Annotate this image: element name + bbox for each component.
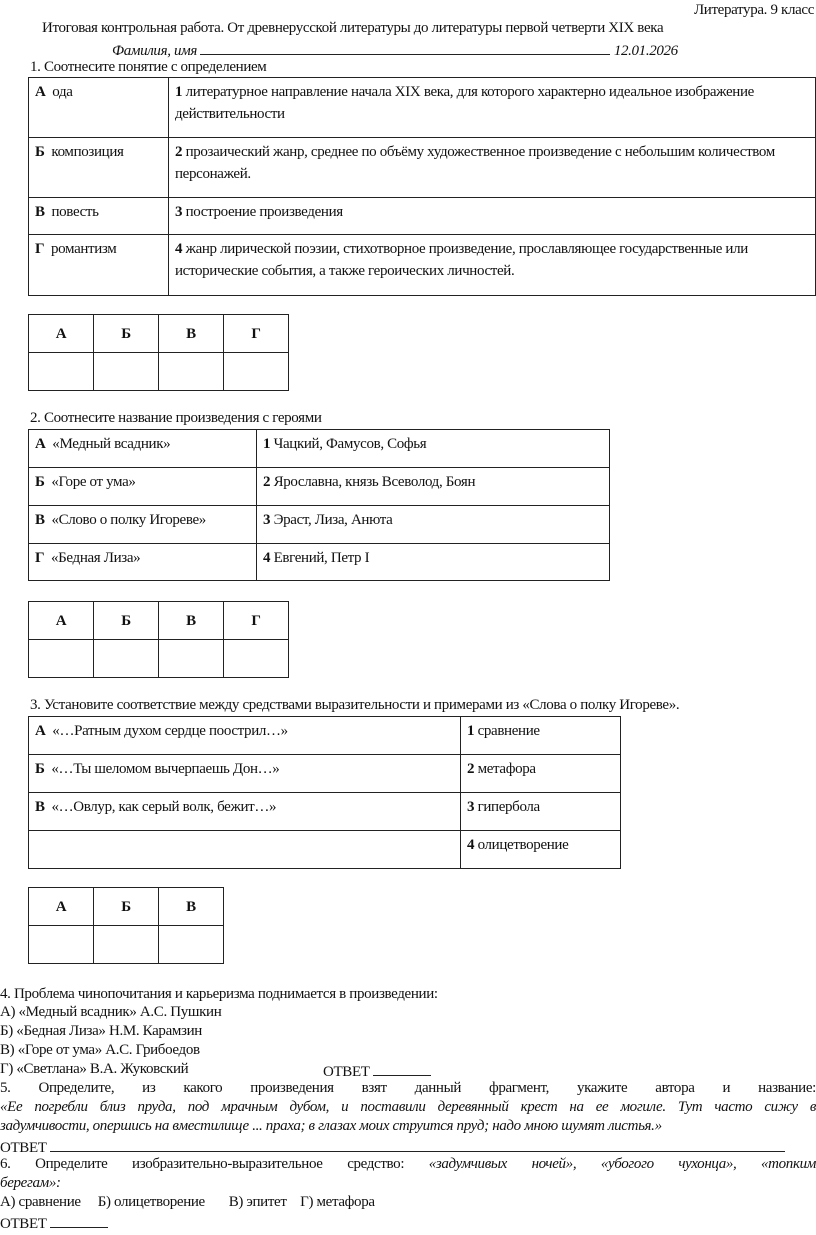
term-text: романтизм xyxy=(51,241,117,257)
q6-option-b: Б) олицетворение xyxy=(97,1194,205,1210)
q6-option-d: Г) метафора xyxy=(300,1194,375,1210)
table-row xyxy=(29,235,816,296)
answer-header-cell: Б xyxy=(94,315,159,353)
term-text: «Слово о полку Игореве» xyxy=(51,512,206,528)
term-text: «Медный всадник» xyxy=(52,436,171,452)
answer-input-cell[interactable] xyxy=(159,640,224,678)
term-cell xyxy=(29,235,169,296)
table-row xyxy=(29,198,816,235)
term-text: «…Ты шеломом вычерпаешь Дон…» xyxy=(51,761,280,777)
table-row xyxy=(29,831,621,869)
definition-cell xyxy=(461,717,621,755)
answer-header-cell: Г xyxy=(224,602,289,640)
answer-header-cell: В xyxy=(159,315,224,353)
term-letter: В xyxy=(35,799,45,815)
term-cell xyxy=(29,831,461,869)
term-text: «…Овлур, как серый волк, бежит…» xyxy=(51,799,277,815)
answer-header-cell: А xyxy=(29,315,94,353)
definition-number: 3 xyxy=(263,512,271,528)
term-cell xyxy=(29,430,257,468)
table-row xyxy=(29,717,621,755)
subject-label: Литература. 9 класс xyxy=(693,2,814,18)
definition-text: литературное направление начала XIX века, для которого характерно идеальное изображение действительности xyxy=(175,84,754,122)
q4-option-b: Б) «Бедная Лиза» Н.М. Карамзин xyxy=(0,1023,202,1039)
q6-quote-line2: берегам»: xyxy=(0,1175,61,1191)
answer-input-cell[interactable] xyxy=(94,640,159,678)
q4-option-a: А) «Медный всадник» А.С. Пушкин xyxy=(0,1004,222,1020)
definition-text: сравнение xyxy=(477,723,540,739)
definition-number: 2 xyxy=(467,761,475,777)
term-letter: Б xyxy=(35,761,45,777)
answer-header-cell: А xyxy=(29,888,94,926)
definition-number: 4 xyxy=(263,550,271,566)
date-label: 12.01.2026 xyxy=(613,43,678,59)
table-row xyxy=(29,430,610,468)
q6-answer-label: ОТВЕТ xyxy=(0,1216,47,1232)
table-row xyxy=(29,138,816,198)
q6-option-a: А) сравнение xyxy=(0,1194,81,1210)
q1-title: 1. Соотнесите понятие с определением xyxy=(30,59,267,75)
answer-header-cell: Б xyxy=(94,602,159,640)
definition-cell xyxy=(169,198,816,235)
q6-option-c: В) эпитет xyxy=(228,1194,287,1210)
definition-number: 1 xyxy=(467,723,475,739)
definition-text: Ярославна, князь Всеволод, Боян xyxy=(273,474,476,490)
definition-text: прозаический жанр, среднее по объёму художественное произведение с небольшим количеством персонажей. xyxy=(175,144,775,182)
term-text: ода xyxy=(52,84,73,100)
q5-quote-line2: задумчивости, опершись на вместилище ... праха; в глазах моих струится пруд; надо мною шумят листья.» xyxy=(0,1118,662,1134)
answer-header-row xyxy=(29,888,224,926)
q4-answer xyxy=(323,1061,431,1081)
term-cell xyxy=(29,544,257,581)
answer-input-cell[interactable] xyxy=(94,353,159,391)
answer-input-cell[interactable] xyxy=(159,353,224,391)
q6-title-row xyxy=(0,1156,816,1173)
name-input-line[interactable] xyxy=(200,40,610,55)
definition-text: Эраст, Лиза, Анюта xyxy=(273,512,393,528)
definition-cell xyxy=(461,793,621,831)
q4-answer-label: ОТВЕТ xyxy=(323,1064,370,1080)
term-cell xyxy=(29,198,169,235)
q3-title: 3. Установите соответствие между средствами выразительности и примерами из «Слова о полку Игореве». xyxy=(30,697,680,713)
answer-header-cell: В xyxy=(159,888,224,926)
term-cell xyxy=(29,755,461,793)
answer-input-cell[interactable] xyxy=(29,353,94,391)
q6-title: 6. Определите изобразительно-выразительное средство: xyxy=(0,1156,405,1172)
q6-answer xyxy=(0,1213,108,1233)
answer-header-row xyxy=(29,602,289,640)
term-cell xyxy=(29,138,169,198)
table-row xyxy=(29,755,621,793)
term-cell xyxy=(29,506,257,544)
answer-header-cell: В xyxy=(159,602,224,640)
q5-quote-line1: «Ее погребли близ пруда, под мрачным дубом, и поставили деревянный крест на ее могиле. Тут часто сижу в xyxy=(0,1099,816,1115)
table-row xyxy=(29,78,816,138)
definition-cell xyxy=(257,544,610,581)
answer-input-row xyxy=(29,640,289,678)
answer-input-cell[interactable] xyxy=(29,640,94,678)
term-letter: А xyxy=(35,436,46,452)
table-row xyxy=(29,506,610,544)
q6-answer-input[interactable] xyxy=(50,1213,108,1228)
definition-text: метафора xyxy=(477,761,536,777)
definition-cell xyxy=(257,430,610,468)
answer-header-cell: Б xyxy=(94,888,159,926)
table-row xyxy=(29,468,610,506)
definition-number: 2 xyxy=(263,474,271,490)
q5-answer-label: ОТВЕТ xyxy=(0,1140,47,1156)
definition-text: жанр лирической поэзии, стихотворное произведение, прославляющее государственные или исторические события, а также героических личностей. xyxy=(175,241,748,279)
q5-answer-input[interactable] xyxy=(50,1137,785,1152)
answer-input-row xyxy=(29,353,289,391)
answer-input-cell[interactable] xyxy=(224,640,289,678)
q4-option-d: Г) «Светлана» В.А. Жуковский xyxy=(0,1061,189,1077)
q4-option-c: В) «Горе от ума» А.С. Грибоедов xyxy=(0,1042,200,1058)
name-label: Фамилия, имя xyxy=(112,43,197,59)
definition-text: Евгений, Петр I xyxy=(273,550,370,566)
definition-cell xyxy=(257,506,610,544)
definition-text: построение произведения xyxy=(185,204,343,220)
term-letter: А xyxy=(35,723,46,739)
definition-cell xyxy=(169,138,816,198)
term-text: композиция xyxy=(51,144,124,160)
q4-answer-input[interactable] xyxy=(373,1061,431,1076)
q6-options xyxy=(0,1194,375,1211)
answer-input-cell[interactable] xyxy=(159,926,224,964)
answer-header-row xyxy=(29,315,289,353)
table-row xyxy=(29,793,621,831)
definition-cell xyxy=(461,755,621,793)
name-field-row xyxy=(112,40,678,60)
q2-match-table xyxy=(28,429,610,581)
q6-quote-line1: «задумчивых ночей», «убогого чухонца», «топким xyxy=(428,1156,816,1172)
term-letter: В xyxy=(35,512,45,528)
q3-answer-grid xyxy=(28,887,224,964)
term-text: «Горе от ума» xyxy=(51,474,136,490)
definition-number: 1 xyxy=(263,436,271,452)
q2-title: 2. Соотнесите название произведения с героями xyxy=(30,410,322,426)
definition-number: 3 xyxy=(175,204,183,220)
q4-title: 4. Проблема чинопочитания и карьеризма поднимается в произведении: xyxy=(0,986,438,1002)
term-cell xyxy=(29,468,257,506)
answer-header-cell: А xyxy=(29,602,94,640)
term-letter: Б xyxy=(35,144,45,160)
answer-header-cell: Г xyxy=(224,315,289,353)
definition-number: 4 xyxy=(175,241,183,257)
term-cell xyxy=(29,793,461,831)
definition-cell xyxy=(461,831,621,869)
definition-number: 4 xyxy=(467,837,475,853)
page-title: Итоговая контрольная работа. От древнерусской литературы до литературы первой четверти XIX века xyxy=(42,20,664,36)
q5-title: 5. Определите, из какого произведения взят данный фрагмент, укажите автора и название: xyxy=(0,1080,816,1096)
q2-answer-grid xyxy=(28,601,289,678)
term-text: повесть xyxy=(51,204,99,220)
q1-match-table xyxy=(28,77,816,296)
term-text: «Бедная Лиза» xyxy=(51,550,141,566)
answer-input-row xyxy=(29,926,224,964)
table-row xyxy=(29,544,610,581)
q3-match-table xyxy=(28,716,621,869)
term-letter: А xyxy=(35,84,46,100)
definition-text: Чацкий, Фамусов, Софья xyxy=(273,436,427,452)
term-text: «…Ратным духом сердце поострил…» xyxy=(52,723,288,739)
definition-number: 1 xyxy=(175,84,183,100)
term-letter: Г xyxy=(35,550,45,566)
term-letter: Г xyxy=(35,241,45,257)
definition-text: гипербола xyxy=(477,799,540,815)
definition-number: 2 xyxy=(175,144,183,160)
term-letter: В xyxy=(35,204,45,220)
definition-cell xyxy=(169,235,816,296)
term-letter: Б xyxy=(35,474,45,490)
definition-cell xyxy=(257,468,610,506)
term-cell xyxy=(29,78,169,138)
q1-answer-grid xyxy=(28,314,289,391)
q5-answer xyxy=(0,1137,785,1157)
answer-input-cell[interactable] xyxy=(94,926,159,964)
answer-input-cell[interactable] xyxy=(29,926,94,964)
term-cell xyxy=(29,717,461,755)
definition-text: олицетворение xyxy=(477,837,569,853)
definition-number: 3 xyxy=(467,799,475,815)
definition-cell xyxy=(169,78,816,138)
answer-input-cell[interactable] xyxy=(224,353,289,391)
